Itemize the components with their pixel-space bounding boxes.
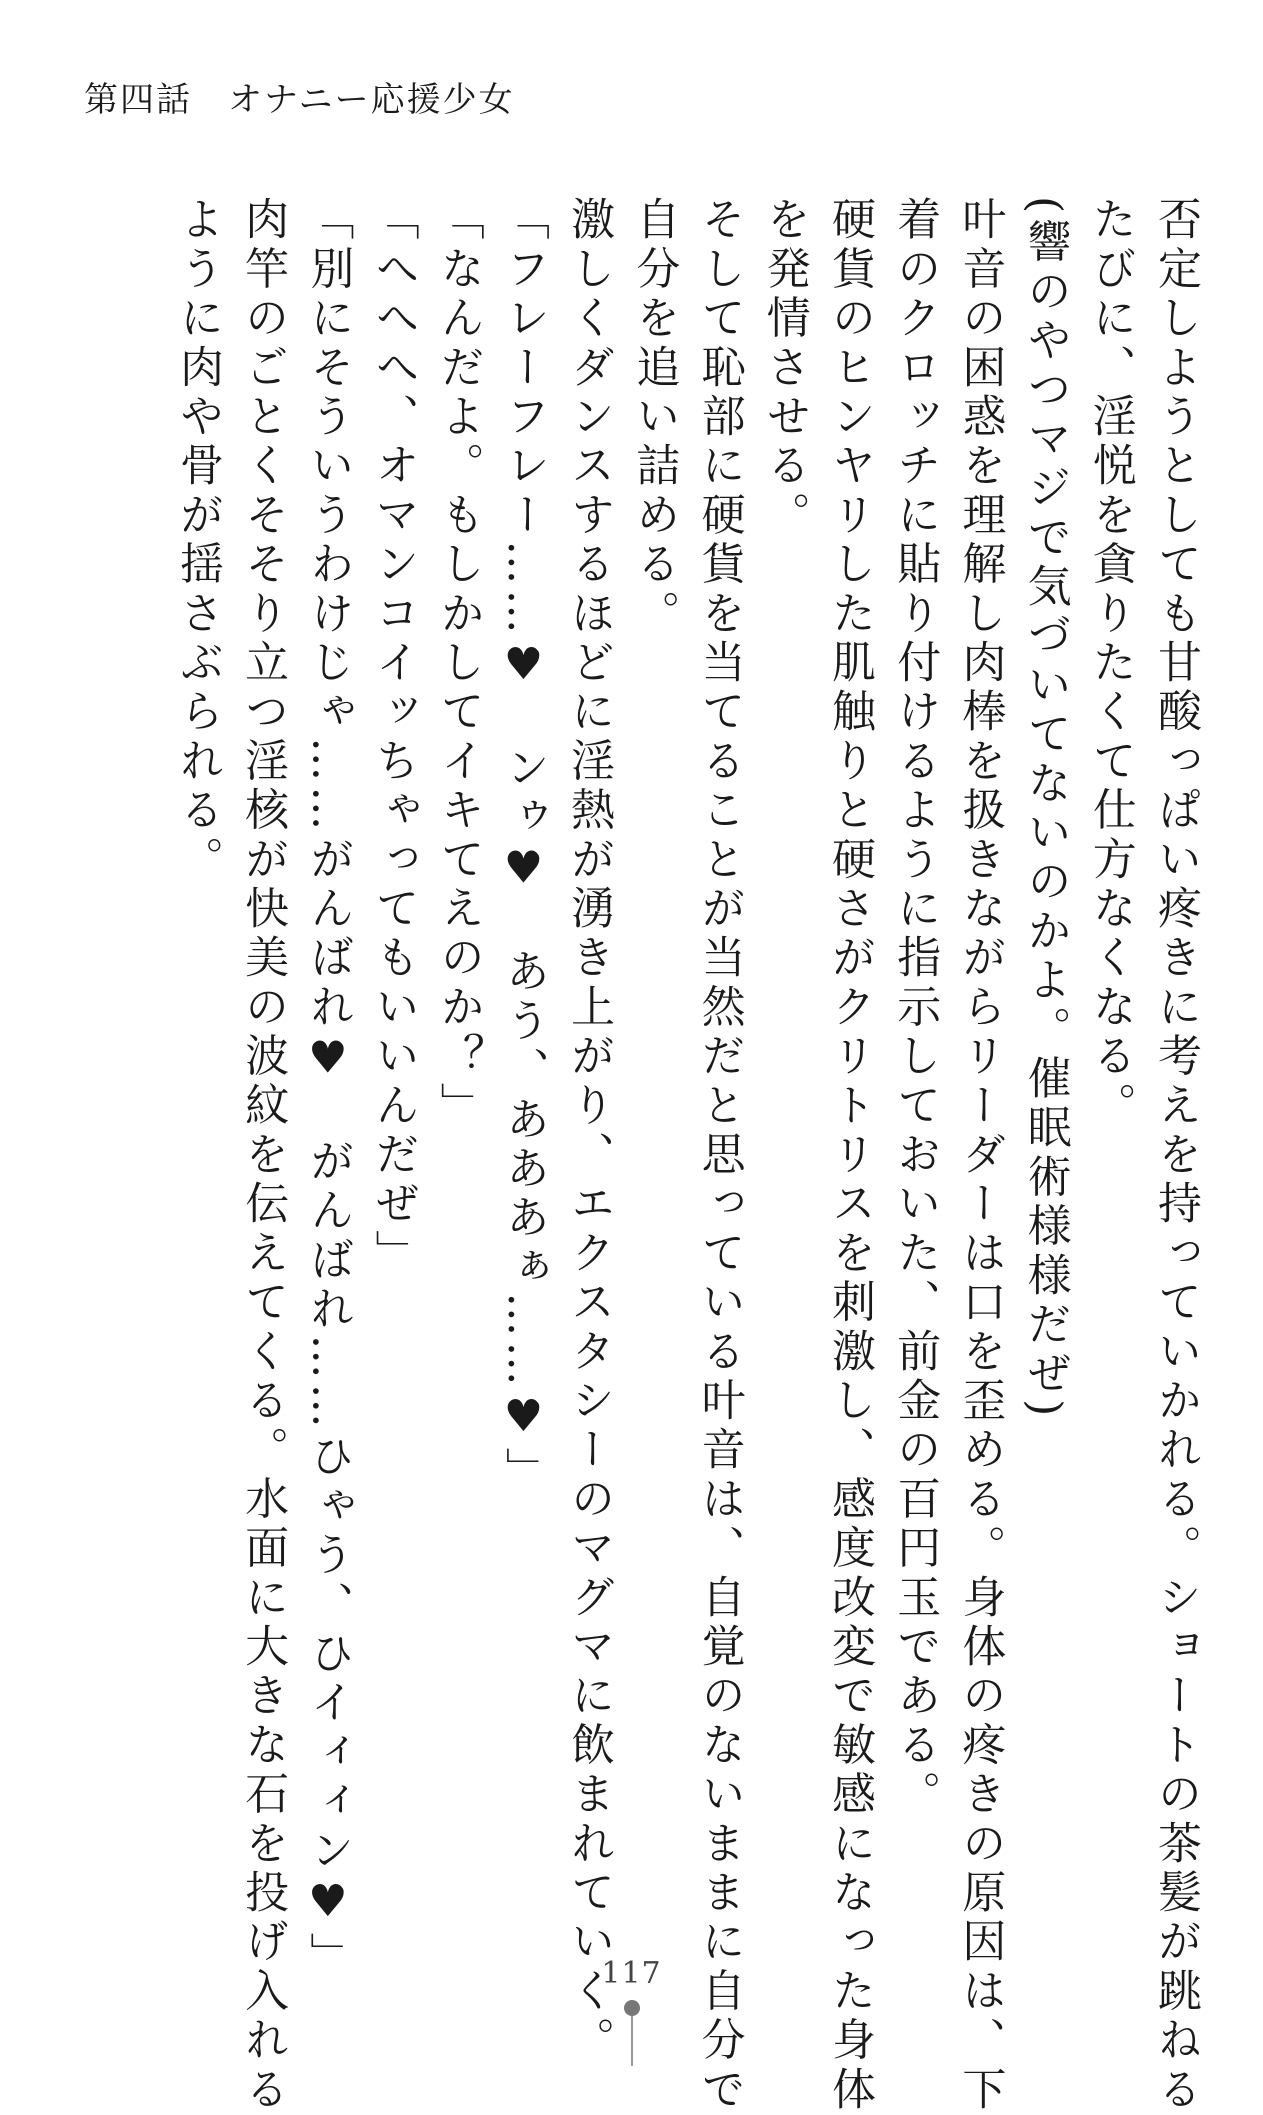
- text-column: 「へへへ、オマンコイッちゃってもいいんだぜ」: [367, 196, 419, 1279]
- text-column: 「別にそういうわけじゃ……がんばれ♥ がんばれ……ひゃう、ひイィィン♥」: [302, 196, 354, 1982]
- text-column: たびに、淫悦を貪りたくて仕方なくなる。: [1084, 196, 1136, 1131]
- text-column: を発情させる。: [758, 196, 810, 541]
- page-number: 117: [601, 1956, 662, 1991]
- text-column: 「フレーフレー……♥ ンゥ♥ あう、あああぁ……♥」: [497, 196, 549, 1497]
- text-column: 激しくダンスするほどに淫熱が湧き上がり、エクスタシーのマグマに飲まれていく。: [563, 196, 615, 2066]
- text-column: ように肉や骨が揺さぶられる。: [171, 196, 223, 885]
- text-column: 叶音の困惑を理解し肉棒を扱きながらリーダーは口を歪める。身体の疼きの原因は、下: [954, 196, 1006, 2115]
- text-column: 自分を追い詰める。: [628, 196, 680, 639]
- text-column: そして恥部に硬貨を当てることが当然だと思っている叶音は、自覚のないままに自分で: [693, 196, 745, 2115]
- text-column: (響のやつマジで気づいてないのかよ。催眠術様様だぜ): [1019, 196, 1071, 1422]
- folio-dot-icon: [624, 2000, 640, 2016]
- folio-divider: [631, 2016, 633, 2066]
- text-column: 硬貨のヒンヤリした肌触りと硬さがクリトリスを刺激し、感度改変で敏感になった身体: [823, 196, 875, 2115]
- text-column: 肉竿のごとくそそり立つ淫核が快美の波紋を伝えてくる。水面に大きな石を投げ入れる: [237, 196, 289, 2115]
- text-column: 否定しようとしても甘酸っぱい疼きに考えを持っていかれる。ショートの茶髪が跳ねる: [1150, 196, 1201, 2115]
- running-head: 第四話 オナニー応援少女: [84, 80, 515, 120]
- text-column: 着のクロッチに貼り付けるように指示しておいた、前金の百円玉である。: [889, 196, 941, 1820]
- text-column: 「なんだよ。もしかしてイキてえのか？」: [432, 196, 484, 1131]
